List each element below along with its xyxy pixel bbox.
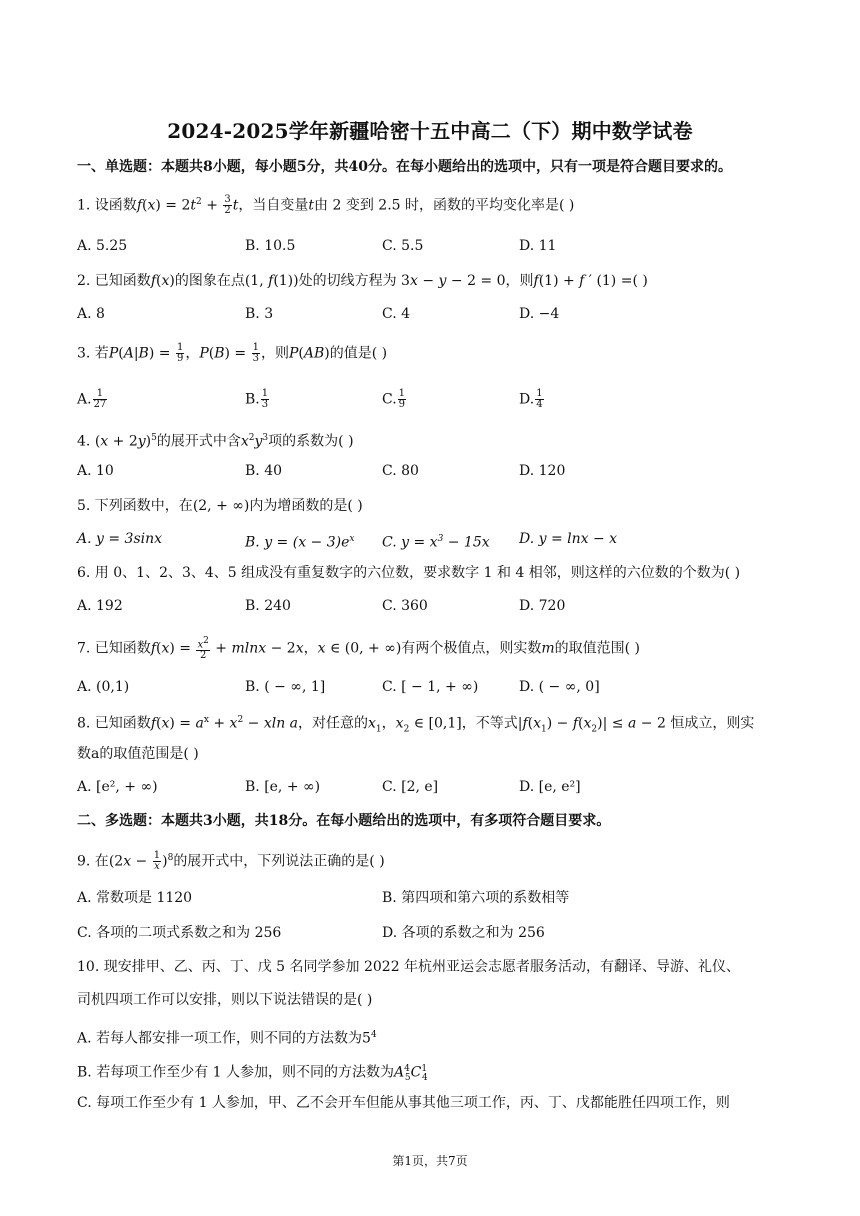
q6-option-d: D. 720 [519, 598, 566, 614]
q1-option-d: D. 11 [519, 238, 557, 254]
q2-text-b: 的图象在点 [174, 273, 245, 289]
q2-option-d: D. −4 [519, 306, 560, 322]
q7-option-c: C. [ − 1, + ∞) [382, 679, 479, 695]
q7-option-b: B. ( − ∞, 1] [245, 679, 326, 695]
q8-text-c: ，不等式 [461, 715, 518, 732]
question-7: 7. 已知函数f(x) = $\frac{x^2}{2}$ + mlnx − 2x，x ∈ (0, + ∞)有两个极值点，则实数m的取值范围( ) [77, 636, 641, 662]
q10-option-c: C. 每项工作至少有 1 人参加，甲、乙不会开车但能从事其他三项工作，丙、丁、戊都能胜任四项工作，则 [77, 1095, 730, 1111]
page-footer: 第1页，共7页 [392, 1154, 468, 1168]
q5-option-c: C. $y = x^3 - 15x$ [382, 534, 490, 551]
question-10-line-2: 司机四项工作可以安排，则以下说法错误的是( ) [77, 992, 373, 1008]
q4-text-b: 的展开式中含 [156, 433, 241, 450]
q1-text-c: 由 2 变到 2.5 时，函数的平均变化率是( ) [314, 197, 575, 214]
q3-text-c: ，则 [260, 345, 289, 362]
q7-text-a: 7. 已知函数 [77, 640, 151, 657]
q3-option-c: C. $\frac{1}{9}$ [382, 388, 406, 410]
question-9: 9. 在(2x − $\frac{1}{x}$ )$^8$的展开式中，下列说法正确的是( ) [77, 850, 385, 873]
q9-text-b: 的展开式中，下列说法正确的是( ) [173, 853, 385, 870]
q8-option-b: B. [e, + ∞) [245, 779, 321, 795]
question-2: 2. 已知函数f(x)的图象在点(1, f(1))处的切线方程为 3x − y − 2 = 0，则f(1) + f ′ (1) =( ) [77, 273, 648, 289]
q7-text-b: 有两个极值点，则实数 [401, 640, 542, 657]
q5-text-a: 5. 下列函数中，在 [77, 498, 193, 514]
q4-option-d: D. 120 [519, 463, 566, 479]
q2-text-a: 2. 已知函数 [77, 273, 151, 289]
q4-option-c: C. 80 [382, 463, 419, 479]
q7-option-d: D. ( − ∞, 0] [519, 679, 600, 695]
question-1: 1. 设函数$f(x) = 2t^2$ + $\frac{3}{2}$ t，当自变量t由 2 变到 2.5 时，函数的平均变化率是( ) [77, 194, 575, 217]
q3-option-b: B. $\frac{1}{3}$ [245, 388, 269, 410]
q8-text-d: 恒成立，则实 [670, 715, 755, 732]
q1-option-a: A. 5.25 [77, 238, 128, 254]
q1-text-b: ，当自变量 [238, 197, 309, 214]
question-8: 8. 已知函数$f(x) = a^x + x^2 - xln$ a，对任意的$x_1$，$x_2$ ∈ [0,1]，不等式$|f(x_1) - f(x_2)| \le a - 2$ 恒成立，则实 [77, 715, 755, 735]
question-10: 10. 现安排甲、乙、丙、丁、戊 5 名同学参加 2022 年杭州亚运会志愿者服务活动，有翻译、导游、礼仪、 [77, 959, 741, 975]
q5-option-a: A. y = 3sinx [77, 531, 163, 547]
q10-option-b: B. 若每项工作至少有 1 人参加，则不同的方法数为$A^4_5C^1_4$ [77, 1064, 428, 1084]
q2-text-e: =( ) [620, 273, 648, 289]
q3-text-d: 的值是( ) [329, 345, 388, 362]
page-title: 2024-2025学年新疆哈密十五中高二（下）期中数学试卷 [167, 119, 693, 143]
question-8-line-2: 数a的取值范围是( ) [77, 746, 199, 762]
q9-option-c: C. 各项的二项式系数之和为 256 [77, 925, 282, 941]
q4-text-c: 项的系数为( ) [268, 433, 354, 450]
q3-text-a: 3. 若 [77, 345, 109, 362]
q4-option-a: A. 10 [77, 463, 114, 479]
q2-option-a: A. 8 [77, 306, 105, 322]
q2-text-d: ，则 [505, 273, 534, 289]
q2-option-b: B. 3 [245, 306, 274, 322]
q1-option-c: C. 5.5 [382, 238, 424, 254]
q3-option-d: D. $\frac{1}{4}$ [519, 388, 543, 410]
q8-text-b: ，对任意的 [298, 715, 369, 732]
q9-text-a: 9. 在 [77, 853, 109, 870]
q8-option-d: D. [e, e²] [519, 779, 581, 795]
q5-option-d: D. y = lnx − x [519, 531, 618, 547]
q6-option-c: C. 360 [382, 598, 428, 614]
q3-text-b: ， [185, 345, 200, 362]
q1-text-a: 1. 设函数 [77, 197, 137, 214]
q8-option-a: A. [e², + ∞) [77, 779, 158, 795]
q1-option-b: B. 10.5 [245, 238, 296, 254]
q4-option-b: B. 40 [245, 463, 283, 479]
q9-option-d: D. 各项的系数之和为 256 [382, 925, 545, 941]
q9-option-a: A. 常数项是 1120 [77, 890, 193, 906]
section-2-heading: 二、多选题：本题共3小题，共18分。在每小题给出的选项中，有多项符合题目要求。 [77, 813, 611, 829]
question-3: 3. 若P(A|B) = $\frac{1}{9}$ ，P(B) = $\frac{1}{3}$ ，则P(AB)的值是( ) [77, 342, 388, 364]
q2-option-c: C. 4 [382, 306, 411, 322]
question-5: 5. 下列函数中，在(2, + ∞)内为增函数的是( ) [77, 498, 363, 514]
q10-option-a: A. 若每人都安排一项工作，则不同的方法数为$5^4$ [77, 1030, 377, 1047]
q6-option-a: A. 192 [77, 598, 123, 614]
section-1-heading: 一、单选题：本题共8小题，每小题5分，共40分。在每小题给出的选项中，只有一项是符合题目要求的。 [77, 159, 732, 175]
q9-option-b: B. 第四项和第六项的系数相等 [382, 890, 570, 906]
question-6: 6. 用 0、1、2、3、4、5 组成没有重复数字的六位数，要求数字 1 和 4 相邻，则这样的六位数的个数为( ) [77, 565, 741, 581]
q8-option-c: C. [2, e] [382, 779, 439, 795]
q5-option-b: B. $y = (x - 3)e^x$ [245, 534, 355, 551]
q2-text-c: 处的切线方程为 [298, 273, 397, 289]
question-4: 4. $(x + 2y)^5$的展开式中含$x^2y^3$项的系数为( ) [77, 433, 354, 450]
q7-text-c: 的取值范围( ) [554, 640, 641, 657]
q4-text-a: 4. [77, 433, 95, 450]
q7-option-a: A. (0,1) [77, 679, 130, 695]
q3-option-a: A. $\frac{1}{27}$ [77, 388, 107, 410]
q5-text-b: 内为增函数的是( ) [249, 498, 363, 514]
q8-text-a: 8. 已知函数 [77, 715, 151, 732]
q6-option-b: B. 240 [245, 598, 291, 614]
